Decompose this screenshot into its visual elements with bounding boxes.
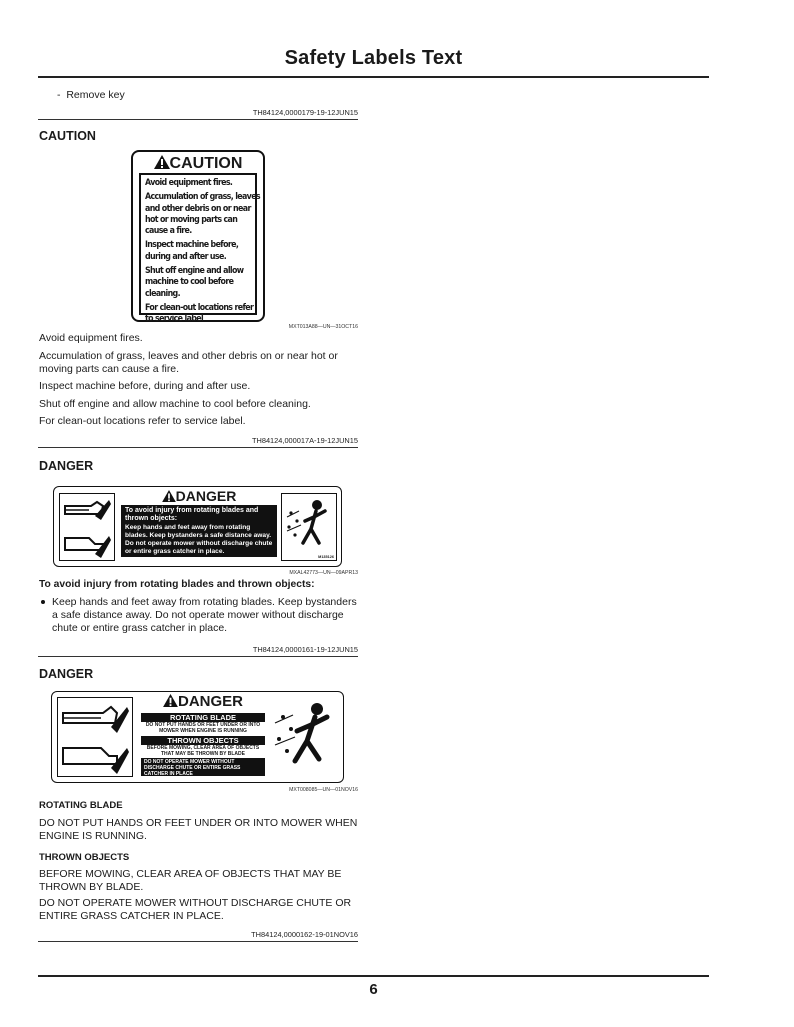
caution-label-line: For clean-out locations refer to service label: [145, 302, 254, 325]
thrown-objects-text-1: BEFORE MOWING, CLEAR AREA OF OBJECTS THAT MAY BE THROWN BY BLADE.: [39, 868, 342, 893]
thrown-object-panel: [281, 493, 337, 561]
hand-foot-panel: [59, 493, 115, 561]
section-divider: [38, 656, 358, 657]
reference-code: TH84124,0000161-19-12JUN15: [252, 645, 358, 654]
caution-text-3: Inspect machine before, during and after use.: [39, 380, 251, 392]
hand-blade-icon: [61, 496, 113, 526]
bullet-dot: [41, 600, 45, 604]
danger-label-box-title: To avoid injury from rotating blades and thrown objects:: [125, 507, 259, 522]
caution-text-2: Accumulation of grass, leaves and other debris on or near hot or moving parts can cause a fire.: [39, 350, 338, 375]
discharge-chute-box: DO NOT OPERATE MOWER WITHOUT DISCHARGE CHUTE OR ENTIRE GRASS CATCHER IN PLACE: [141, 758, 265, 776]
caution-text-4: Shut off engine and allow machine to cool before cleaning.: [39, 398, 311, 410]
danger1-bullet-text: Keep hands and feet away from rotating blades. Keep bystanders a safe distance away. Do not operate mower without discharge chute or entire grass catcher in place.: [52, 596, 357, 634]
caution-text-1: Avoid equipment fires.: [39, 332, 143, 344]
foot-blade-icon: [59, 740, 131, 776]
caution-label-header: [133, 155, 263, 173]
caution-label-line: Accumulation of grass, leaves and other debris on or near hot or moving parts can cause a fire.: [145, 192, 260, 237]
thrown-object-figure-icon: [283, 495, 335, 551]
rotating-blade-text: DO NOT PUT HANDS OR FEET UNDER OR INTO MOWER WHEN ENGINE IS RUNNING.: [39, 817, 358, 842]
section-divider: [38, 447, 358, 448]
section-heading-danger: DANGER: [39, 667, 94, 681]
danger-label-header: [120, 488, 278, 504]
rotating-blade-title-box: ROTATING BLADE: [141, 713, 265, 722]
rotating-blade-label-text: DO NOT PUT HANDS OR FEET UNDER OR INTO MOWER WHEN ENGINE IS RUNNING: [145, 722, 261, 734]
footer-rule: [38, 975, 709, 977]
danger-label-box-body: Keep hands and feet away from rotating blades. Keep bystanders a safe distance away. Do not operate mower without discharge chute or entire grass catcher in place.: [125, 524, 273, 555]
hand-blade-icon: [59, 701, 131, 737]
caution-text-5: For clean-out locations refer to service label.: [39, 415, 246, 427]
caution-label-line: Avoid equipment fires.: [145, 178, 233, 188]
page-title: Safety Labels Text: [284, 47, 463, 69]
reference-code: TH84124,000017A-19-12JUN15: [251, 436, 358, 445]
thrown-objects-heading: THROWN OBJECTS: [39, 852, 130, 863]
caution-label-line: Shut off engine and allow machine to cool before cleaning.: [145, 266, 244, 299]
thrown-object-figure-icon: [271, 697, 339, 777]
section-heading-caution: CAUTION: [39, 129, 96, 143]
warning-triangle-icon: [163, 694, 178, 707]
section-divider: [38, 119, 358, 120]
thrown-objects-title-box: THROWN OBJECTS: [141, 736, 265, 745]
danger-label-header: [138, 693, 268, 710]
thrown-objects-label-text: BEFORE MOWING, CLEAR AREA OF OBJECTS THAT MAY BE THROWN BY BLADE: [146, 745, 260, 757]
intro-item-text: Remove key: [66, 89, 125, 101]
rotating-blade-heading: ROTATING BLADE: [39, 800, 123, 811]
thrown-object-panel: [271, 697, 339, 777]
danger-safety-label-blades: [53, 486, 342, 567]
section-divider: [38, 941, 358, 942]
danger-label-header-text: DANGER: [177, 693, 243, 710]
figure-id: MXT013A88—UN—31OCT16: [288, 324, 358, 330]
page-number: 6: [369, 981, 378, 998]
figure-id: MXT008085—UN—01NOV16: [289, 787, 358, 793]
hand-foot-panel: [57, 697, 133, 777]
danger1-lead: To avoid injury from rotating blades and thrown objects:: [39, 579, 315, 590]
danger-safety-label-rotating-blade: [51, 691, 344, 783]
danger-label-header-text: DANGER: [175, 488, 237, 504]
header-rule: [38, 76, 709, 78]
reference-code: TH84124,0000162-19-01NOV16: [251, 930, 358, 939]
figure-id: MXAL42773—UN—09APR13: [289, 570, 358, 576]
thrown-objects-text-2: DO NOT OPERATE MOWER WITHOUT DISCHARGE CHUTE OR ENTIRE GRASS CATCHER IN PLACE.: [39, 897, 352, 922]
reference-code: TH84124,0000179-19-12JUN15: [252, 108, 358, 117]
danger-label-black-box: [121, 505, 277, 557]
caution-label-header-text: CAUTION: [169, 155, 243, 172]
intro-item: - Remove key: [57, 89, 125, 101]
section-heading-danger: DANGER: [39, 459, 94, 473]
label-small-code: M135126: [318, 555, 334, 559]
foot-blade-icon: [61, 530, 113, 560]
warning-triangle-icon: [154, 155, 170, 169]
caution-label-line: Inspect machine before, during and after use.: [145, 240, 239, 262]
warning-triangle-icon: [162, 490, 176, 502]
caution-label-text-box: [139, 173, 260, 325]
caution-safety-label: [131, 150, 265, 325]
